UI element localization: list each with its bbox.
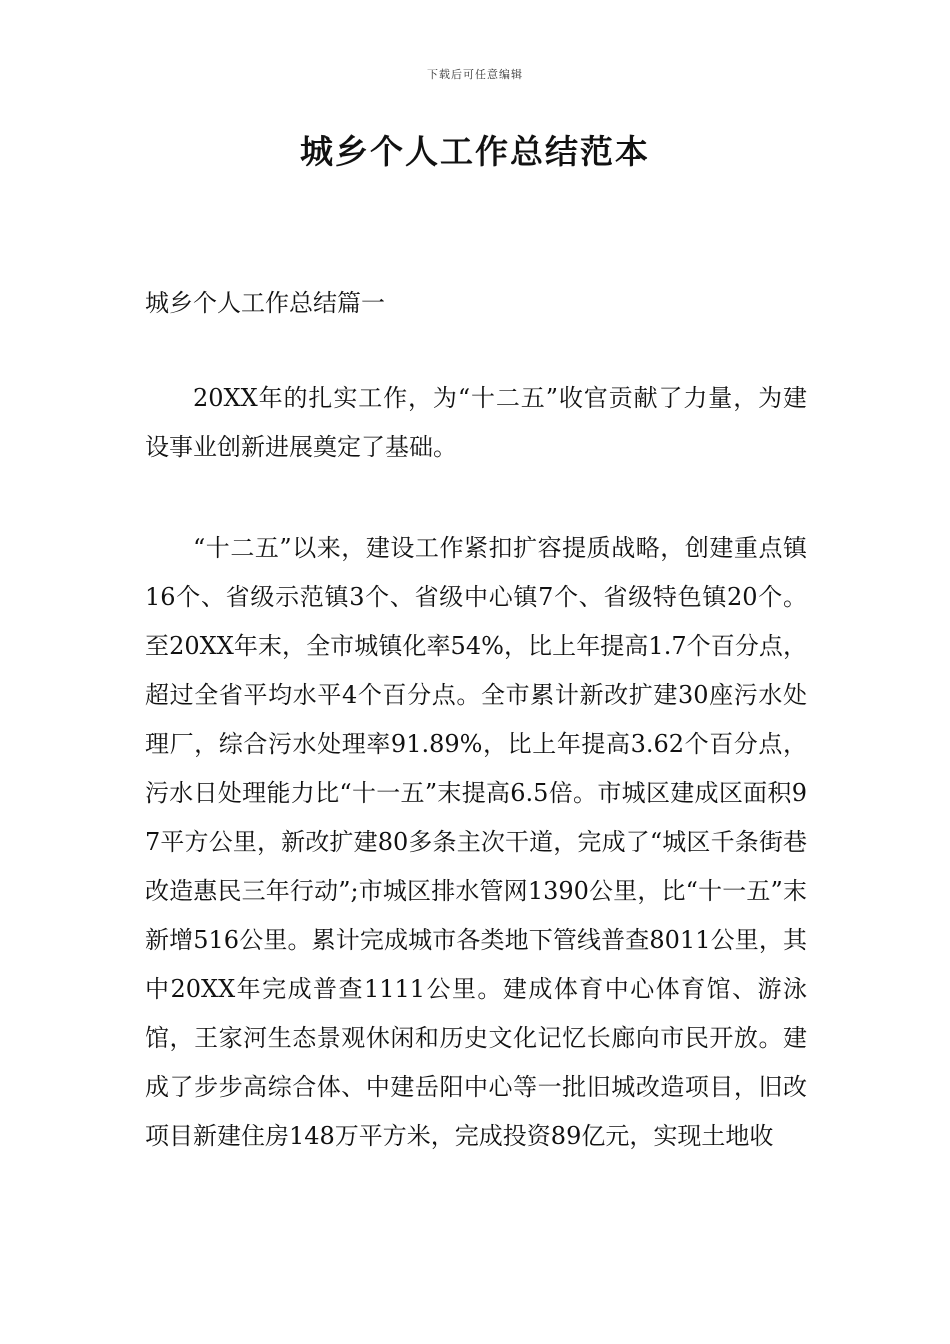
section-heading: 城乡个人工作总结篇一 bbox=[145, 289, 385, 317]
body-paragraph-2: “十二五”以来，建设工作紧扣扩容提质战略，创建重点镇16个、省级示范镇3个、省级中心镇7个、省级特色镇20个。至20XX年末，全市城镇化率54%，比上年提高1.7个百分点，超过全省平均水平4个百分点。全市累计新改扩建30座污水处理厂，综合污水处理率91.89%，比上年提高3.62个百分点，污水日处理能力比“十一五”末提高6.5倍。市城区建成区面积97平方公里，新改扩建80多条主次干道，完成了“城区千条街巷改造惠民三年行动”;市城区排水管网1390公里，比“十一五”末新增516公里。累计完成城市各类地下管线普查8011公里，其中20XX年完成普查1111公里。建成体育中心体育馆、游泳馆，王家河生态景观休闲和历史文化记忆长廊向市民开放。建成了步步高综合体、中建岳阳中心等一批旧城改造项目，旧改项目新建住房148万平方米，完成投资89亿元，实现土地收 bbox=[145, 534, 807, 1150]
header-note: 下载后可任意编辑 bbox=[427, 68, 523, 81]
document-title: 城乡个人工作总结范本 bbox=[300, 132, 650, 171]
body-paragraph-1: 20XX年的扎实工作，为“十二五”收官贡献了力量，为建设事业创新进展奠定了基础。 bbox=[145, 384, 807, 461]
